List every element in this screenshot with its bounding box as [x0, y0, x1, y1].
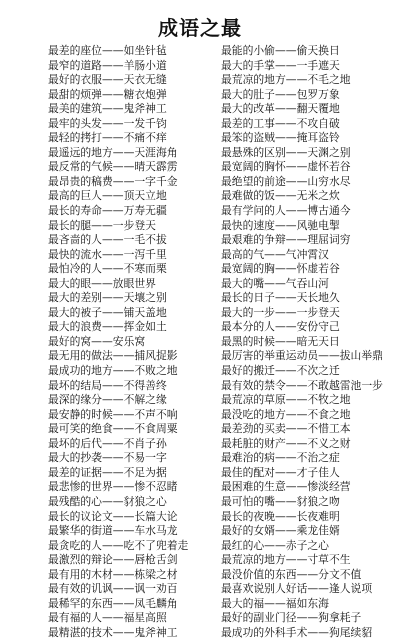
- idiom-line: 最荒凉的草原——不牧之地: [221, 393, 351, 407]
- idiom-line: 最宽阔的胸怀——虚怀若谷: [221, 160, 351, 174]
- idiom-line: 最宽阔的胸——怀虚若谷: [221, 262, 340, 276]
- idiom-line: 最有效的禁令——不敢越雷池一步: [221, 378, 383, 392]
- idiom-line: 最喜欢说别人好话——逢人说项: [221, 582, 373, 596]
- idiom-line: 最大的被子——铺天盖地: [48, 305, 167, 319]
- idiom-line: 最有效的讥讽——讽一劝百: [48, 582, 178, 596]
- idiom-line: 最快的流水——一泻千里: [48, 247, 167, 261]
- idiom-line: 最大的浪费——挥金如土: [48, 320, 167, 334]
- idiom-line: 最繁华的街道——车水马龙: [48, 524, 178, 538]
- idiom-line: 最笨的盗贼——掩耳盗铃: [221, 131, 340, 145]
- idiom-line: 最差的证据——不足为据: [48, 465, 167, 479]
- left-column: [48, 44, 223, 640]
- idiom-line: 最稀罕的东西——凤毛麟角: [48, 596, 178, 610]
- idiom-line: 最牢的头发——一发千钧: [48, 116, 167, 130]
- idiom-line: 最大的差别——天壤之别: [48, 291, 167, 305]
- idiom-line: 最安静的时候——不声不响: [48, 407, 178, 421]
- idiom-line: 最没价值的东西——分文不值: [221, 567, 362, 581]
- idiom-line: 最坏的后代——不肖子孙: [48, 436, 167, 450]
- right-column: [221, 44, 396, 640]
- idiom-line: 最激烈的辩论——唇枪舌剑: [48, 553, 178, 567]
- idiom-line: 最艰难的争辩——理屈词穷: [221, 233, 351, 247]
- idiom-line: 最厉害的举重运动员——拔山举鼎: [221, 349, 383, 363]
- idiom-line: 最长的日子——天长地久: [221, 291, 340, 305]
- idiom-line: 最佳的配对——才子佳人: [221, 465, 340, 479]
- idiom-line: 最耗脏的财产——不义之财: [221, 436, 351, 450]
- idiom-line: 最高的气——气冲霄汉: [221, 247, 329, 261]
- idiom-line: 最能的小偷——偷天换日: [221, 44, 340, 57]
- idiom-line: 最成功的地方——不败之地: [48, 364, 178, 378]
- idiom-line: 最难做的饭——无米之炊: [221, 189, 340, 203]
- idiom-line: 最反常的气候——晴天霹雳: [48, 160, 178, 174]
- idiom-line: 最有学问的人——博古通今: [221, 204, 351, 218]
- idiom-line: 最可怕的嘴——豺狼之吻: [221, 494, 340, 508]
- idiom-line: 最大的抄袭——不易一字: [48, 451, 167, 465]
- idiom-line: 最快的速度——风驰电掣: [221, 218, 340, 232]
- idiom-line: 最坏的结局——不得善终: [48, 378, 167, 392]
- idiom-line: 最本分的人——安份守己: [221, 320, 340, 334]
- idiom-line: 最悲惨的世界——惨不忍睹: [48, 480, 178, 494]
- idiom-line: 最美的建筑——鬼斧神工: [48, 102, 167, 116]
- idiom-line: 最吝啬的人——一毛不拔: [48, 233, 167, 247]
- idiom-line: 最好的衣服——天衣无缝: [48, 73, 167, 87]
- idiom-line: 最贪吃的人——吃不了兜着走: [48, 538, 189, 552]
- idiom-line: 最轻的拷打——不痛不痒: [48, 131, 167, 145]
- idiom-line: 最大的眼——放眼世界: [48, 276, 156, 290]
- idiom-line: 最差的工事——不攻自破: [221, 116, 340, 130]
- idiom-line: 最绝望的前途——山穷水尽: [221, 174, 351, 188]
- idiom-line: 最深的缘分——不解之缘: [48, 393, 167, 407]
- idiom-line: 最高的巨人——顶天立地: [48, 189, 167, 203]
- idiom-line: 最荒凉的地方——寸草不生: [221, 553, 351, 567]
- idiom-line: 最难治的病——不治之症: [221, 451, 340, 465]
- idiom-line: 最差劲的买卖——不惜工本: [221, 422, 351, 436]
- idiom-line: 最窄的道路——羊肠小道: [48, 58, 167, 72]
- idiom-line: 最长的寿命——万寿无疆: [48, 204, 167, 218]
- idiom-line: 最黑的时候——暗无天日: [221, 334, 340, 348]
- idiom-line: 最荒凉的地方——不毛之地: [221, 73, 351, 87]
- idiom-line: 最长的腿——一步登天: [48, 218, 156, 232]
- idiom-line: 最大的嘴——气吞山河: [221, 276, 329, 290]
- idiom-line: 最甜的烦弹——糖衣炮弹: [48, 87, 167, 101]
- idiom-line: 最差的座位——如坐针毡: [48, 44, 167, 57]
- idiom-line: 最精湛的技术——鬼斧神工: [48, 625, 178, 639]
- idiom-line: 最有用的木材——栋梁之材: [48, 567, 178, 581]
- idiom-line: 最好的副业门径——狗拿耗子: [221, 611, 362, 625]
- idiom-line: 最遥远的地方——天涯海角: [48, 145, 178, 159]
- idiom-line: 最可笑的绝食——不食周粟: [48, 422, 178, 436]
- page-title: 成语之最: [158, 16, 242, 40]
- idiom-line: 最长的议论文——长篇大论: [48, 509, 178, 523]
- idiom-line: 最困难的生意——惨淡经营: [221, 480, 351, 494]
- idiom-line: 最成功的外科手术——狗尾续貂: [221, 625, 373, 639]
- idiom-line: 最大的一步——一步登天: [221, 305, 340, 319]
- idiom-line: 最大的福——福如东海: [221, 596, 329, 610]
- idiom-line: 最大的肚子——包罗万象: [221, 87, 340, 101]
- idiom-line: 最无用的做法——捕风捉影: [48, 349, 178, 363]
- idiom-line: 最好的窝——安乐窝: [48, 334, 146, 348]
- idiom-line: 最长的夜晚——长夜难明: [221, 509, 340, 523]
- idiom-line: 最昂贵的稿费——一字千金: [48, 174, 178, 188]
- idiom-line: 最红的心——赤子之心: [221, 538, 329, 552]
- idiom-line: 最有福的人——福星高照: [48, 611, 167, 625]
- idiom-line: 最大的改革——翻天覆地: [221, 102, 340, 116]
- idiom-line: 最好的搬迁——不次之迁: [221, 364, 340, 378]
- idiom-line: 最残酷的心——豺狼之心: [48, 494, 167, 508]
- idiom-line: 最悬殊的区别——天渊之别: [221, 145, 351, 159]
- idiom-line: 最好的女婿——乘龙佳婿: [221, 524, 340, 538]
- idiom-line: 最怕冷的人——不寒而栗: [48, 262, 167, 276]
- idiom-line: 最没吃的地方——不食之地: [221, 407, 351, 421]
- idiom-line: 最大的手掌——一手遮天: [221, 58, 340, 72]
